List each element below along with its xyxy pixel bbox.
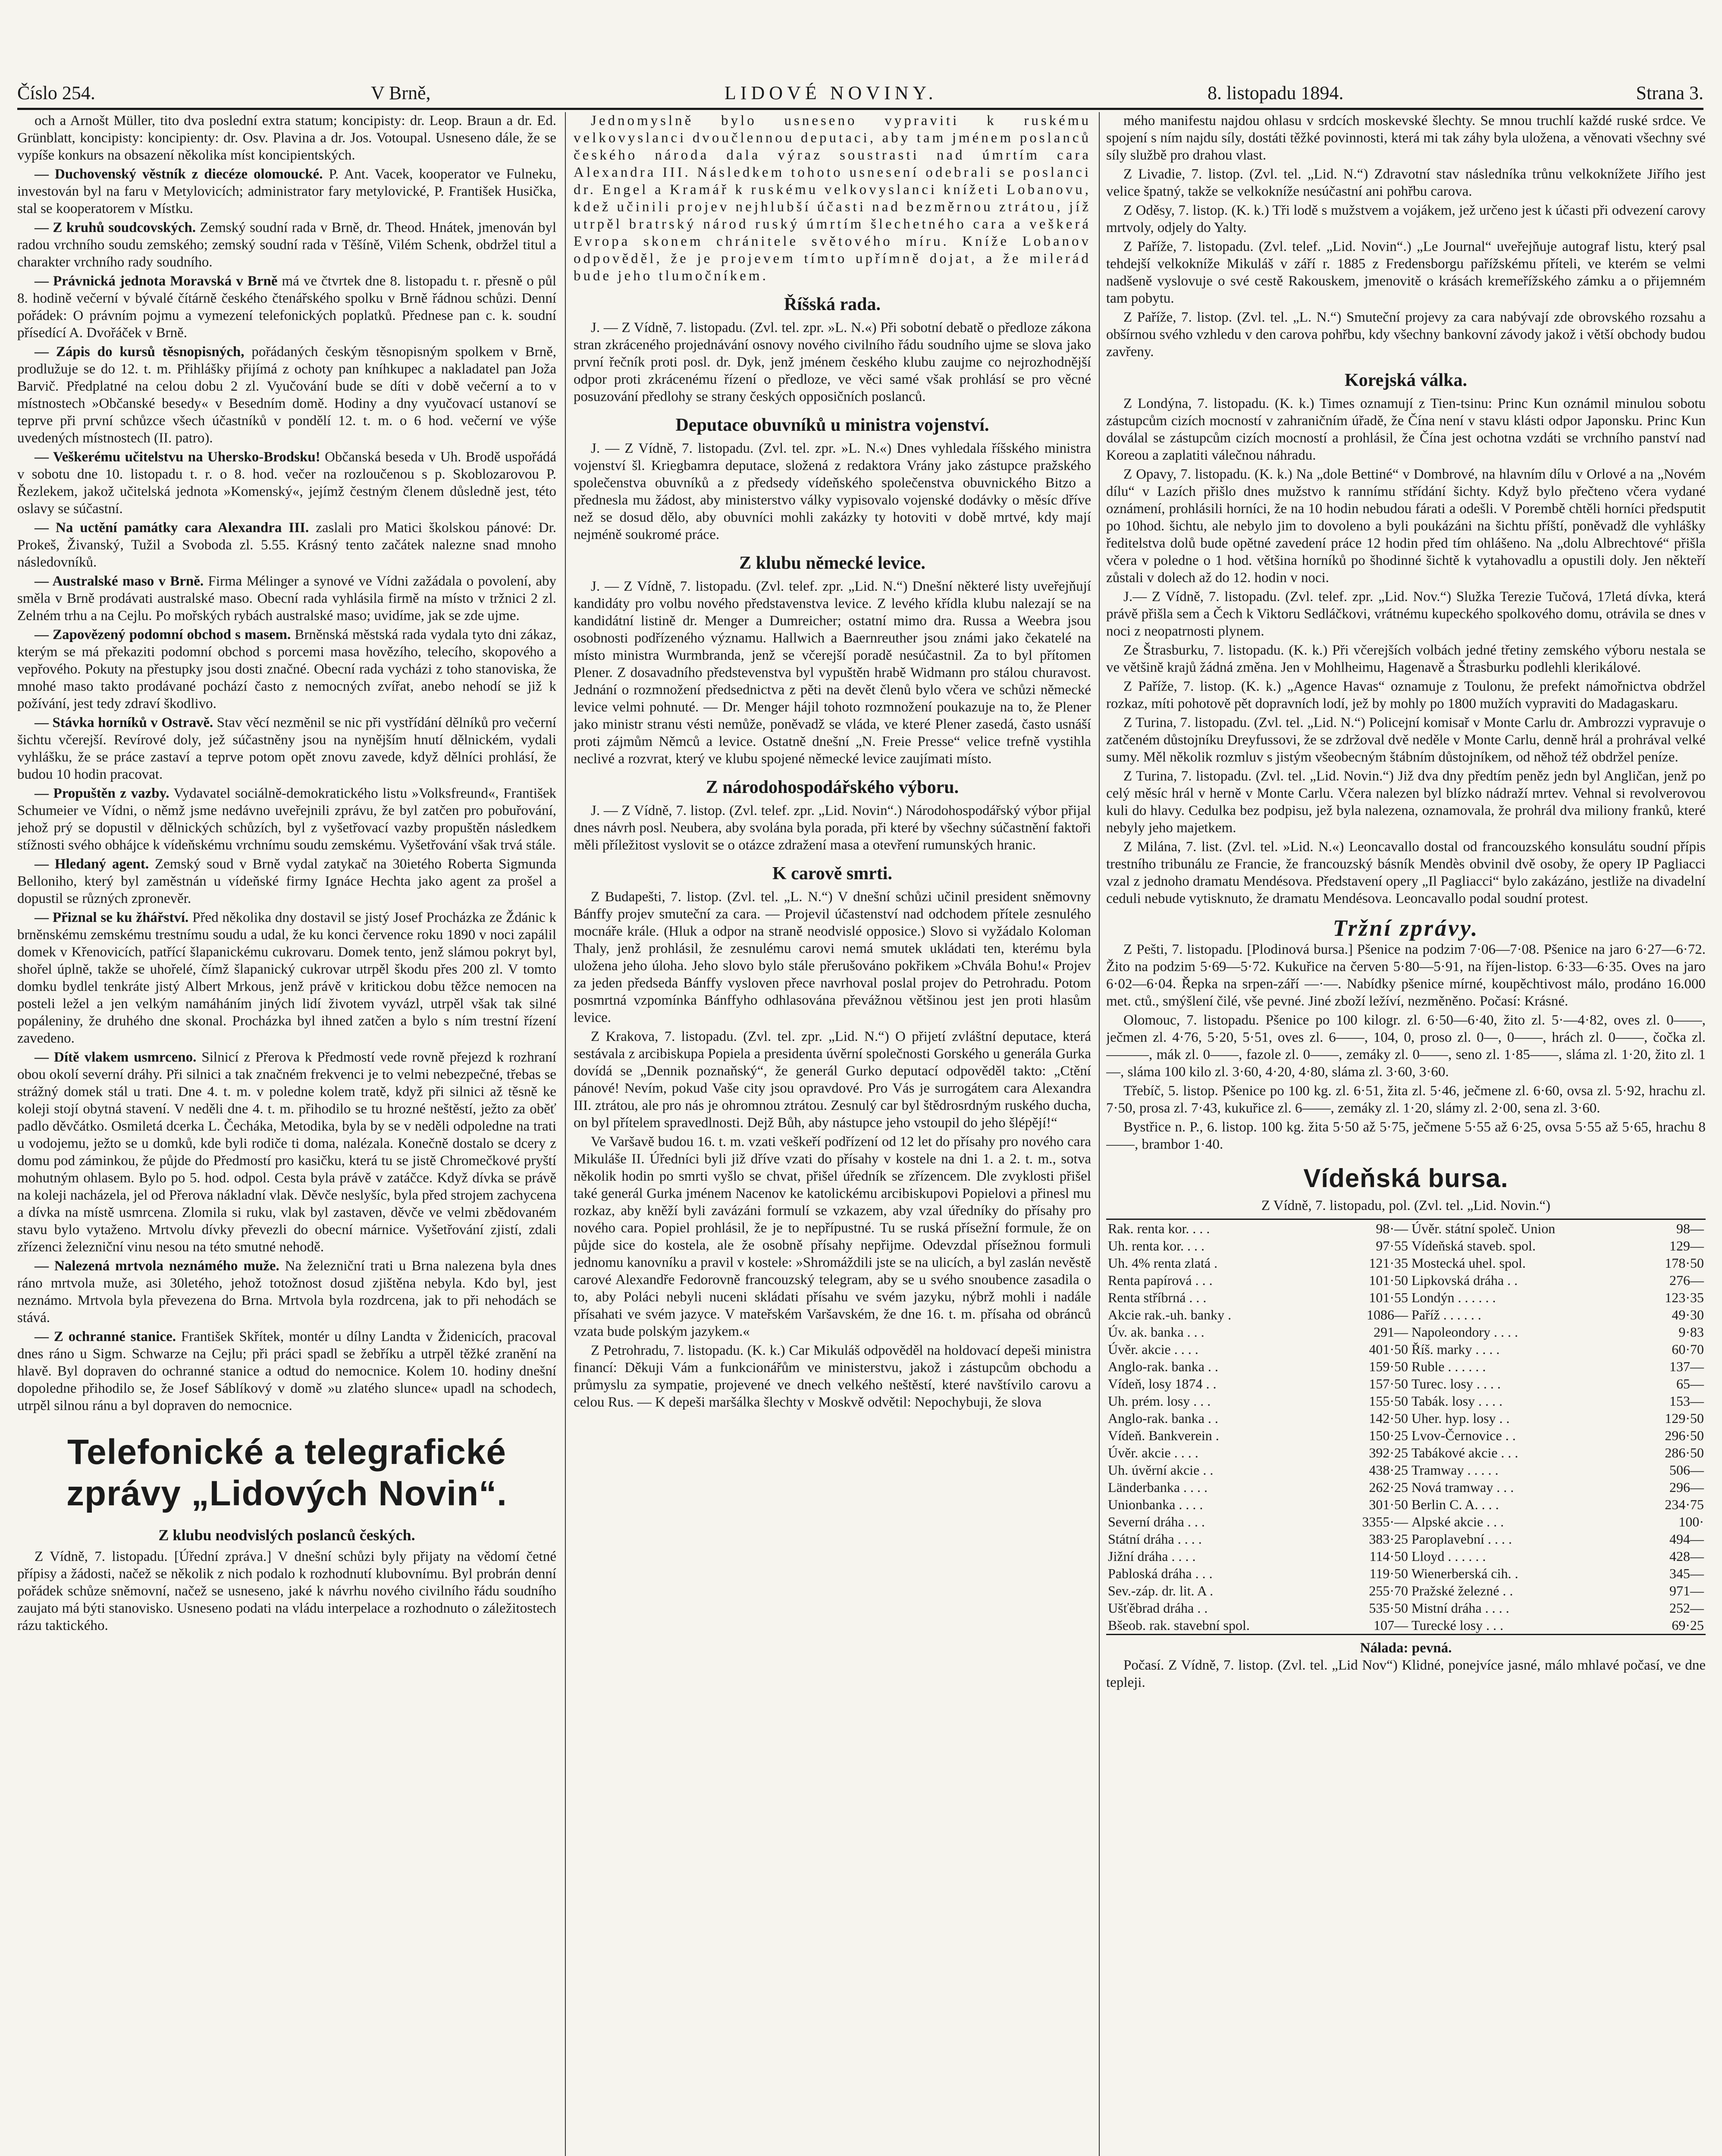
news-title: — Nalezená mrtvola neznámého muže. — [35, 1258, 279, 1274]
security-price: 252— — [1669, 1600, 1704, 1616]
security-name: Říš. marky . . . . — [1411, 1341, 1500, 1357]
security-price: 98·— — [1376, 1221, 1408, 1236]
article-text: Z Paříže, 7. listop. (Zvl. tel. „L. N.“) Smuteční projevy za cara nabývají zde obrovského rozsahu a obšírnou svého vzhledu v den carova pohřbu, kdy všechny bankovní závody jakož i větší obchody budou zavřeny. — [1106, 310, 1706, 360]
security-price: 255·70 — [1369, 1583, 1408, 1598]
column-1 — [17, 112, 556, 2156]
table-row — [1106, 1341, 1706, 1358]
header-date: 8. listopadu 1894. — [1208, 82, 1344, 103]
security-price: 9·83 — [1678, 1324, 1704, 1340]
security-name: Mistní dráha . . . . — [1411, 1600, 1509, 1616]
news-body: Před několika dny dostavil se jistý Josef Procházka ze Ždánic k brněnskému zemskému trestnímu soudu a udal, že ku konci července roku 1890 v noci zapálil domek v Křenovicích, patřící šlapanickému cukrovaru. Domek tento, jenž slámou pokryt byl, shořel úplně, takže se uhořelé, čímž šlapanický cukrovar utrpěl škodu přes 200 zl. V tomto domku bydlel tenkráte jistý Albert Mrkous, jenž právě v kritickou dobu těžce nemocen na posteli ležel a jen velkým namáháním jiných lidí životem vyvázl, utrpěl však tak silné popáleniny, že druhého dne skonal. Procházka byl ihned zatčen a bylo s ním trestní řízení zavedeno. — [17, 910, 556, 1046]
bursa-header: Z Vídně, 7. listopadu, pol. (Zvl. tel. „Lid. Novin.“) — [1261, 1198, 1551, 1213]
article-text: J.— Z Vídně, 7. listopadu. (Zvl. telef. zpr. „Lid. Nov.“) Služka Terezie Tučová, 17letá dívka, která právě přišla sem a Čech k Viktoru Sedláčkovi, vrátnému kupeckého spolkového domu, otrávila se dnes v noci z neopatrnosti plynem. — [1106, 589, 1706, 639]
security-name: Unionbanka . . . . — [1108, 1497, 1203, 1512]
security-price: 392·25 — [1369, 1445, 1408, 1460]
table-row — [1106, 1461, 1706, 1479]
article-text: Z Milána, 7. list. (Zvl. tel. »Lid. N.«) Leoncavallo dostal od francouzského konsulátu soudní přípis trestního tribunálu ze Francie, že francouzský básník Mendès obvinil dvě osoby, že opery IP Pagliacci vzal z jednoho dramatu Mendésova. Představení opery „Il Pagliacci“ bylo zakázáno, jestliže na divadelní ceduli nebude vytisknuto, že dramatu Mendésova. Leoncavallo podal soudní protest. — [1106, 839, 1706, 906]
news-item — [17, 519, 556, 571]
security-price: 428— — [1669, 1548, 1704, 1564]
section-heading: Z národohospodářského výboru. — [706, 777, 959, 797]
article-text: mého manifestu najdou ohlasu v srdcích moskevské šlechty. Se mnou truchlí každé ruské srdce. Ve spojení s ním najdu síly, dostáti těžké povinnosti, která mi tak záhy byla uložena, a věnovati všechny své síly službě pro drahou vlast. — [1106, 113, 1706, 163]
security-name: Wienerberská cih. . — [1411, 1566, 1518, 1581]
column-3 — [1106, 112, 1706, 2156]
market-report: Třebíč, 5. listop. Pšenice po 100 kg. zl. 6·51, žita zl. 5·46, ječmene zl. 6·60, ovsa zl. 5·92, hrachu zl. 7·50, prosa zl. 7·43, kukuřice zl. 6——, zemáky zl. 1·20, slámy zl. 2·00, sena zl. 3·60. — [1106, 1083, 1706, 1116]
security-name: Uh. úvěrní akcie . . — [1108, 1462, 1214, 1478]
market-report: Z Pešti, 7. listopadu. [Plodinová bursa.] Pšenice na podzim 7·06—7·08. Pšenice na jaro 6·27—6·72. Žito na podzim 5·69—5·72. Kukuřice na červen 5·80—5·91, na říjen-listop. 6·33—6·35. Oves na jaro 6·02—6·04. Řepka na srpen-září —·—. Nabídky pšenice mírné, koupěchtivost málo, prodáno 16.000 met. ctů., smýšlení čilé, vše pevné. Jiné zboží ležíví, nezměněno. Počasí: Krásné. — [1106, 942, 1706, 1009]
news-item — [17, 573, 556, 624]
table-row — [1106, 1548, 1706, 1565]
security-name: Napoleondory . . . . — [1411, 1324, 1518, 1340]
security-price: 438·25 — [1369, 1462, 1408, 1478]
security-price: 101·55 — [1369, 1290, 1408, 1305]
article-text: Z Budapešti, 7. listop. (Zvl. tel. „L. N.“) V dnešní schůzi učinil president sněmovny Bánffy projev smuteční za cara. — Projevil účastenství nad odchodem přítele zesnulého mocnáře krále. (Hluk a odpor na straně neodvislé opposice.) Slovo si vyžádalo Koloman Thaly, jenž prohlásil, že zesnulému carovi nemá smutek ukládati ten, kterému byla uložena jeho úloha. Jeho slovo bylo stále přerušováno pokřikem »Chvála Bohu!« Projev za jeden předseda Bánffy vysloven přece navrhoval poslal projev do Petrohradu. Potom posmrtná vzpomínka Bánffyho odhlasována převážnou většinou jest jen proti hlasům levice. — [574, 889, 1091, 1025]
security-price: 345— — [1669, 1566, 1704, 1581]
security-name: Lvov-Černovice . . — [1411, 1428, 1516, 1443]
security-name: Turec. losy . . . . — [1411, 1376, 1501, 1391]
security-name: Tabák. losy . . . . — [1411, 1393, 1503, 1409]
news-title: — Zapovězený podomní obchod s masem. — [35, 627, 291, 642]
security-price: 494— — [1669, 1531, 1704, 1547]
article-text: Z Turina, 7. listopadu. (Zvl. tel. „Lid. Novin.“) Již dva dny předtím peněz jedn byl Angličan, jenž po celý měsíc hrál v herně v Monte Carlu. Včera nalezen byl blízko nádraží mrtev. Vehnal si revolverovou kuli do hlavy. Cedulka bez podpisu, jež byla nalezena, oznamovala, že prohrál dva miliony franků, které nebyly jeho majetkem. — [1106, 768, 1706, 836]
security-name: Ušťěbrad dráha . . — [1108, 1600, 1208, 1616]
news-title: — Dítě vlakem usmrceno. — [35, 1050, 197, 1065]
security-price: 107— — [1373, 1617, 1408, 1633]
security-name: Akcie rak.-uh. banky . — [1108, 1307, 1232, 1322]
table-row — [1106, 1444, 1706, 1461]
security-price: 234·75 — [1665, 1497, 1704, 1512]
security-name: Mostecká uhel. spol. — [1411, 1255, 1526, 1271]
table-row — [1106, 1358, 1706, 1375]
article-text: Z Livadie, 7. listop. (Zvl. tel. „Lid. N.“) Zdravotní stav následníka trůnu velkoknížete Jiřího jest velice špatný, takže se velkokníže nesúčastní ani pohřbu carova. — [1106, 166, 1706, 199]
article-text: Ze Štrasburku, 7. listopadu. (K. k.) Při včerejších volbách jedné třetiny zemského výboru nestala se ve většině krajů žádná změna. Jen v Mohlheimu, Hagenavě a Štrasburku podlehli klerikálové. — [1106, 642, 1706, 675]
table-row — [1106, 1513, 1706, 1530]
article-text: J. — Z Vídně, 7. listopadu. (Zvl. tel. zpr. »L. N.«) Dnes vyhledala říšského ministra vojenství šl. Kriegbamra deputace, složená z redaktora Vrány jako zástupce pražského společenstva obuvníků a z předsedy vídeňského společenstva obuvnického Bitzo a přednesla mu žádost, aby ministerstvo války vypisovalo vojenské dodávky o měsíc dříve než se dosud dělo, aby obuvníci mohli zakázky ty hotoviti v době mrtvé, kdy mají nejméně soukromé práce. — [574, 441, 1091, 542]
news-item — [17, 1257, 556, 1326]
security-name: Uh. renta kor. . . . — [1108, 1238, 1204, 1253]
news-title: — Přiznal se ku žhářství. — [35, 910, 189, 925]
weather-report: Počasí. Z Vídně, 7. listop. (Zvl. tel. „Lid Nov“) Klidné, ponejvíce jasné, málo mhlavé počasí, ve dne tepleji. — [1106, 1658, 1706, 1690]
security-price: 129·50 — [1665, 1410, 1704, 1426]
security-price: 49·30 — [1672, 1307, 1704, 1322]
security-name: Nová tramway . . . — [1411, 1479, 1514, 1495]
news-body: Na železniční trati u Brna nalezena byla dnes ráno mrtvola muže, asi 30letého, jehož totožnost dosud zjištěna nebyla. Kdo byl, jest neznámo. Mrtvola byla převezena do Brna. Mrtvola byla rozdrcena, jak to při nehodách se stává. — [17, 1258, 556, 1326]
news-body: P. Ant. Vacek, kooperator ve Fulneku, investován byl na faru v Metylovicích; administrator fary metylovické, P. František Husička, stal se kooperatorem v Místku. — [17, 166, 556, 216]
news-item — [17, 714, 556, 783]
security-price: 137— — [1669, 1359, 1704, 1374]
news-item — [17, 856, 556, 907]
security-name: Pabloská dráha . . . — [1108, 1566, 1213, 1581]
section-subheading: Z klubu neodvislých poslanců českých. — [158, 1526, 415, 1544]
news-title: — Australské maso v Brně. — [35, 573, 204, 589]
news-item — [17, 1328, 556, 1414]
news-body: Stav věcí nezměnil se nic při vystřídání dělníků pro večerní šichtu včerejší. Revírové doly, jež súčastněny jsou na nynějším hnutí dělnickém, vydali vyhlášku, že se práce zastaví a teprve potom opět znovu zavede, když dělníci prohlásí, že budou 10 hodin pracovat. — [17, 715, 556, 782]
table-row — [1106, 1530, 1706, 1548]
section-heading: Korejská válka. — [1345, 370, 1467, 390]
news-body: pořádaných českým těsnopisným spolkem v Brně, prodlužuje se do 12. t. m. Přihlášky přijímá z ochoty pan kníhkupec a nakladatel pan Joža Barvič. Předplatné na celou dobu 2 zl. Vyučování bude se díti v době večerní a to v místnostech »Občanské besedy« v Besedním domě. Hodiny a dny vyučovací ustanoví se teprve při první schůzce všech účastníků v pondělí 12. t. m. o 6 hod. večerní ve výše uvedených místnostech (II. patro). — [17, 344, 556, 446]
news-title: — Duchovenský věstník z diecéze olomoucké. — [35, 166, 323, 182]
article-text: Z Opavy, 7. listopadu. (K. k.) Na „dole Bettiné“ v Dombrové, na hlavním dílu v Orlové a na „Novém dílu“ v Lazích přišlo dnes mužstvo k rannímu střídání šichty. Když bylo přečteno včera vydané oznámení, prohlásili horníci, že na 10 hodin nebudou fárati a odešli. V Porembě chtěli horníci předsputit po 10hod. šichtu, ale nebylo jim to dovoleno a byli poukázáni na šichtu příští, poněvadž dle vyhlášky ředitelstva dolů bude opětné zavedení práce 12 hodin před tím ohlášeno. Na „dolu Albrechtové“ přišla včera v poledne o 1 hod. většina horníků po šhodinné šichtě k vytahovadlu a opustili doly. Jen někteří zůstali v dolech až do 12. hodin v noci. — [1106, 467, 1706, 586]
security-price: 286·50 — [1665, 1445, 1704, 1460]
security-name: Renta papírová . . . — [1108, 1272, 1213, 1288]
table-row — [1106, 1617, 1706, 1634]
section-heading: Tržní zprávy. — [1333, 915, 1479, 941]
security-name: Berlin C. A. . . . — [1411, 1497, 1499, 1512]
security-price: 123·35 — [1665, 1290, 1704, 1305]
news-item — [17, 273, 556, 342]
masthead-title: LIDOVÉ NOVINY. — [725, 82, 938, 103]
security-price: 100· — [1678, 1514, 1704, 1529]
news-item — [17, 785, 556, 854]
security-name: Úv. ak. banka . . . — [1108, 1324, 1204, 1340]
security-price: 506— — [1669, 1462, 1704, 1478]
table-row — [1106, 1237, 1706, 1254]
security-name: Paříž . . . . . . — [1411, 1307, 1481, 1322]
security-price: 114·50 — [1369, 1548, 1408, 1564]
news-title: — Na uctění památky cara Alexandra III. — [35, 520, 309, 536]
issue-number: Číslo 254. — [17, 82, 95, 103]
security-name: Lloyd . . . . . . — [1411, 1548, 1486, 1564]
security-price: 155·50 — [1369, 1393, 1408, 1409]
article-text: Z Paříže, 7. listopadu. (Zvl. telef. „Lid. Novin“.) „Le Journal“ uveřejňuje autograf listu, který psal tehdejší velkokníže Mikuláš v září r. 1885 z Fredensborgu pařížskému příteli, ve kterém se velmi nadšeně vyslovuje o své cestě Rakouskem, jmenovitě o krásách kremeřížského zámku a o přijemném tam pobytu. — [1106, 239, 1706, 306]
security-name: Uher. hyp. losy . . — [1411, 1410, 1510, 1426]
security-name: Pražské železné . . — [1411, 1583, 1513, 1598]
security-name: Ruble . . . . . . — [1411, 1359, 1486, 1374]
article-text: Jednomyslně bylo usneseno vypraviti k ruskému velkovyslanci dvoučlennou deputaci, aby tam jménem poslanců českého národa dala výraz soustrasti nad úmrtím cara Alexandra III. Následkem tohoto usnesení odebrali se poslanci dr. Engel a Kramář k ruskému velkovyslanci knížeti Lobanovu, kdež učinili projev nejhlubší účasti nad bezměrnou ztrátou, jíž utrpěl bratrský národ ruský úmrtím šlechetného cara a veškerá Evropa skonem chránitele světového míru. Kníže Lobanov odpověděl, že je projevem tímto upřímně dojat, a že milerád bude jeho tlumočníkem. — [574, 113, 1091, 284]
table-row — [1106, 1220, 1706, 1237]
news-title: — Hledaný agent. — [35, 856, 149, 872]
security-price: 301·50 — [1369, 1497, 1408, 1512]
security-name: Tabákové akcie . . . — [1411, 1445, 1518, 1460]
table-row — [1106, 1582, 1706, 1599]
security-name: Severní dráha . . . — [1108, 1514, 1205, 1529]
security-name: Turecké losy . . . — [1411, 1617, 1504, 1633]
article-text: J. — Z Vídně, 7. listopadu. (Zvl. tel. zpr. »L. N.«) Při sobotní debatě o předloze zákona stran zkráceného projednávání osnovy nového civilního řádu soudního ujme se slova jako první řečník proti posl. dr. Dyk, jenž jménem českého klubu zaujme co nejrozhodnější odpor proti zkrácenému řízení o předloze, ve věci samé však prohlásí se pro věcné posuzování předlohy se strany českých opposičních poslanců. — [574, 320, 1091, 404]
news-item — [17, 448, 556, 517]
security-price: 157·50 — [1369, 1376, 1408, 1391]
security-name: Úvěr. akcie . . . . — [1108, 1341, 1198, 1357]
table-row — [1106, 1272, 1706, 1289]
security-price: 291— — [1373, 1324, 1408, 1340]
news-title: — Stávka horníků v Ostravě. — [35, 715, 213, 730]
news-title: — Z ochranné stanice. — [35, 1329, 176, 1344]
news-body: Vydavatel sociálně-demokratického listu »Volksfreund«, František Schumeier ve Vídni, o němž jsme nedávno uveřejnili zprávu, že byl zatčen pro pobuřování, jehož prý se dopustil v dělnických schůzích, byl z vyšetřovací vazby propuštěn následkem stížnosti svého obhájce k vídeňskému vrchnímu soudu zemskému. Vyšetřování však trvá stále. — [17, 786, 556, 853]
security-price: 296·50 — [1665, 1428, 1704, 1443]
security-name: Vídeňská staveb. spol. — [1411, 1238, 1536, 1253]
security-price: 262·25 — [1369, 1479, 1408, 1495]
security-name: Jižní dráha . . . . — [1108, 1548, 1196, 1564]
security-name: Alpské akcie . . . — [1411, 1514, 1504, 1529]
news-body: má ve čtvrtek dne 8. listopadu t. r. přesně o půl 8. hodině večerní v bývalé čítárně českého čtenářského spolku v Brně řádnou schůzi. Denní pořádek: O právním pojmu a vymezení telefonických poplatků. Přednese pan c. k. soudní přísedící A. Dvořáček v Brně. — [17, 273, 556, 341]
table-row — [1106, 1392, 1706, 1410]
security-price: 971— — [1669, 1583, 1704, 1598]
security-price: 101·50 — [1369, 1272, 1408, 1288]
market-report: Olomouc, 7. listopadu. Pšenice po 100 kilogr. zl. 6·50—6·40, žito zl. 5·—4·82, oves zl. 0——, ječmen zl. 4·76, 5·20, 5·51, oves zl. 6——, 104, 0, proso zl. 0—, 0——, hrách zl. 0——, čočka zl. ———, mák zl. 0——, fazole zl. 0——, zemáky zl. 0——, seno zl. 1·85——, sláma zl. 1·20, žito zl. 1—, sláma 100 kilo zl. 3·60, 4·20, 4·80, sláma zl. 3·60, 3·60. — [1106, 1012, 1706, 1080]
security-name: Rak. renta kor. . . . — [1108, 1221, 1210, 1236]
news-body: Silnicí z Přerova k Předmostí vede rovně přejezd k rozhraní obou okolí severní dráhy. Při silnici a tak značném frekvenci je to velmi nebezpečné, třebas se strážný domek stál u trati. Dne 4. t. m. v poledne kolem tratě, když při silnici až těsně ke koleji stojí obytná stavení. V neděli dne 4. t. m. přihodilo se tu hrozné neštěstí, ježto za oběť padlo děvčátko. Osmiletá dcerka L. Čecháka, Metodika, byla by se v neděli odpoledne na trati u vodojemu, ježto se u domků, kde byli rodiče ti doma, nalézala. Konečně dostalo se dcery z domu pod záminkou, že půjde do Předmostí pro kasičku, která tu se jistě Chromečkové pryští mohutným ohlasem. Bylo po 5. hod. odpol. Cesta byla právě v zatáčce. Když dívka se právě na koleji nacházela, jel od Přerova nákladní vlak. Děvče neslyšíc, byla před strojem zachycena a dívka na místě usmrcena. Zlomila si ruku, vlak byl zastaven, děvče ve velmi zbědovaném stavu bylo vytaženo. Mrtvolu dívky převezli do obecní márnice. Vyšetřování zjistí, zdali zřízenci železniční vinu nesou na této smutné nehodě. — [17, 1050, 556, 1255]
security-name: Renta stříbrná . . . — [1108, 1290, 1207, 1305]
article-text: Ve Varšavě budou 16. t. m. vzati veškeří podřízení od 12 let do přísahy pro nového cara Mikuláše II. Úředníci byli již dříve vzati do přísahy v kostele na dni 1. a 2. t. m., sotva několik hodin po smrti vyšlo se chvat, přišel úředník se zřízencem. Dle zvyklosti přišel také generál Gurka jménem Nacenov ke katolickému arcibiskupovi Popielovi a přinesl mu rozkaz, aby kněží byli zavázáni formulí se vzkazem, aby vzal úředníky do přísahy pro nového cara. Popiel prohlásil, že je to nepřípustné. Tu se ruská přísežní formule, že on půjde sice do kostela, ale že osobně přísahy nepřijme. Odevzdal přísežnou formuli jednomu kanovníku a pravil v kostele: »Shromáždili jste se na ulicích, a byl zaslán nevěstě carové Alexandře Fedorovně francouzský telegram, aby se u svého snoubence zasadila o to, aby Poláci nebyli nuceni skládati přísahu ve svém jazyku, nýbrž mohli i nadále přísahati ve svém jazyce. V mateřském Varšavském, že dne 16. t. m. přísaha od obránců vzata bude polským jazykem.« — [574, 1134, 1091, 1339]
news-body: zaslali pro Matici školskou pánové: Dr. Prokeš, Živanský, Tužil a Svoboda zl. 5.55. Krásný tento začátek nalezne snad mnoho následovníků. — [17, 520, 556, 570]
security-price: 142·50 — [1369, 1410, 1408, 1426]
table-row — [1106, 1323, 1706, 1341]
column-2 — [574, 112, 1091, 2156]
security-name: Bšeob. rak. stavební spol. — [1108, 1617, 1250, 1633]
security-price: 121·35 — [1369, 1255, 1408, 1271]
header-city: V Brně, — [371, 82, 431, 103]
news-item — [17, 626, 556, 712]
security-name: Státní dráha . . . . — [1108, 1531, 1202, 1547]
table-row — [1106, 1289, 1706, 1306]
security-price: 65— — [1676, 1376, 1704, 1391]
section-heading: Říšská rada. — [784, 295, 881, 314]
security-price: 98— — [1676, 1221, 1704, 1236]
section-heading: Z klubu německé levice. — [739, 553, 925, 573]
market-mood: Nálada: pevná. — [1360, 1640, 1452, 1656]
security-name: Anglo-rak. banka . . — [1108, 1410, 1218, 1426]
security-price: 178·50 — [1665, 1255, 1704, 1271]
article-text: Z Londýna, 7. listopadu. (K. k.) Times oznamují z Tien-tsinu: Princ Kun oznámil minulou sobotu zástupcům cizích mocností v zahraničním úřadě, že Čína není v stavu klásti odpor Japonsku. Princ Kun doválal se zástupcům cizích mocností a prohlásil, že Čína jest ochotna vzdáti se vrchního panství nad Koreou a zaplatiti válečnou náhradu. — [1106, 396, 1706, 463]
news-title: — Z kruhů soudcovských. — [35, 220, 196, 235]
security-price: 535·50 — [1369, 1600, 1408, 1616]
article-text: J. — Z Vídně, 7. listop. (Zvl. telef. zpr. „Lid. Novin“.) Národohospodářský výbor přijal dnes návrh posl. Neubera, aby svolána byla porada, při které by všechny súčastnění faktoři měli příležitost vyslovit se o otázce zdražení masa a otevření rumunských hranic. — [574, 803, 1091, 853]
security-name: Vídeň. Bankverein . — [1108, 1428, 1219, 1443]
security-price: 69·25 — [1672, 1617, 1704, 1633]
page-number: Strana 3. — [1636, 82, 1703, 103]
security-name: Londýn . . . . . . — [1411, 1290, 1496, 1305]
security-price: 401·50 — [1369, 1341, 1408, 1357]
news-item — [17, 343, 556, 447]
security-price: 97·55 — [1376, 1238, 1408, 1253]
security-name: Sev.-záp. dr. lit. A . — [1108, 1583, 1214, 1598]
table-row — [1106, 1599, 1706, 1617]
news-body: Brněnská městská rada vydala tyto dni zákaz, kterým se má překaziti podomní obchod s porcemi masa hovězího, telecího, skopového a vepřového. Pokuty na přestupky jsou dosti značné. Obecní rada vycházi z toho stanoviska, že mnohé maso takto prodávané pochází často z nemocných zvířat, anebo nehodí se již k požívání, jest tedy zdraví škodlivo. — [17, 627, 556, 711]
security-name: Lipkovská dráha . . — [1411, 1272, 1518, 1288]
article-text: och a Arnošt Müller, tito dva poslední extra statum; koncipisty: dr. Leop. Braun a dr. Ed. Grünblatt, koncipisty: koncipienty: dr. Osv. Plavina a dr. Jos. Votoupal. Usneseno dále, že se vypíše konkurs na obsazení několika míst koncipientských. — [17, 113, 556, 163]
section-headline: Vídeňská bursa. — [1303, 1164, 1509, 1193]
column-divider — [565, 112, 566, 2156]
security-price: 3355·— — [1362, 1514, 1408, 1529]
security-name: Uh. prém. losy . . . — [1108, 1393, 1211, 1409]
page-header — [17, 65, 1703, 110]
news-title: — Propuštěn z vazby. — [35, 786, 169, 801]
security-name: Úvěr. státní společ. Union — [1411, 1221, 1556, 1236]
article-text: Z Krakova, 7. listopadu. (Zvl. tel. zpr. „Lid. N.“) O přijetí zvláštní deputace, která sestávala z arcibiskupa Popiela a presidenta úvěrní společnosti Gorského u generála Gurka dovídá se „Dennik poznaňský“, že generál Gurko deputací odpověděl takto: „Ctění pánové! Nevím, pokud Vaše city jsou opravdové. Pro Vás je surrogátem cara Alexandra III. ztrátou, ale pro nás je ohromnou ztrátou. Zesnulý car byl štědrosrdným ruského ducha, on byl přítelem spravedlnosti. Dejž Bůh, aby nástupce jeho vstoupil do jeho šlépějí!“ — [574, 1029, 1091, 1131]
column-divider — [1099, 112, 1100, 2156]
security-price: 159·50 — [1369, 1359, 1408, 1374]
news-item — [17, 1049, 556, 1256]
article-text: Z Oděsy, 7. listop. (K. k.) Tři lodě s mužstvem a vojákem, jež určeno jest k účasti při odvezení carovy mrtvoly, odjely do Yalty. — [1106, 203, 1706, 235]
news-body: Zemský soud v Brně vydal zatykač na 30ietého Roberta Sigmunda Belloniho, který byl zaměstnán u vídeňské firmy Ignáce Hechta jako agent za prošel a dopustil se různých zpronevěr. — [17, 856, 556, 906]
security-name: Paroplavební . . . . — [1411, 1531, 1512, 1547]
article-text: Z Vídně, 7. listopadu. [Úřední zpráva.] V dnešní schůzi byly přijaty na vědomí četné přípisy a žádosti, načež se několik z nich podalo k rozhodnutí klubovnímu. Byl probrán denní pořádek schůze sněmovní, načež se usneseno, jaké k návrhu nového civilního řádu soudního zaujato má býti stanovisko. Usneseno podati na vládu interpelace a rozhodnuto o záležitostech rázu taktického. — [17, 1549, 556, 1633]
table-row — [1106, 1427, 1706, 1444]
article-text: J. — Z Vídně, 7. listopadu. (Zvl. telef. zpr. „Lid. N.“) Dnešní některé listy uveřejňují kandidáty pro volbu nového představenstva levice. Z levého křídla klubu nalezají se na kandidátní listině dr. Menger a Dumreicher; ostatní mimo dra. Russa a Weebra jsou osobnosti podřízeného významu. Hallwich a Baernreuther jsou známi jako čekatelé na místo ministra Wurmbranda, jenž se včerejší poradě nesúčastnil. Za to byl přítomen Plener. Z dosavadního předstevenstva byl vypuštěn hrabě Widmann pro stálou churavost. Jednání o rozmnožení předsednictva z pěti na devět členů bylo včera ve schůzi německé levice velmi pohnuté. — Dr. Menger hájil tohoto rozmnožení poukazuje na to, že Plener jako ministr stranu vésti nemůže, poněvadž se vláda, ve které Plener zasedá, často usnáší proti zájmům Němců a levice. Ostatně dnešní „N. Freie Presse“ velice trefně vystihla neclivé a rozvrat, který ve klubu spojené německé levice zaujímati místo. — [574, 579, 1091, 767]
table-row — [1106, 1306, 1706, 1323]
security-price: 129— — [1669, 1238, 1704, 1253]
security-price: 383·25 — [1369, 1531, 1408, 1547]
table-row — [1106, 1565, 1706, 1582]
security-name: Uh. 4% renta zlatá . — [1108, 1255, 1218, 1271]
news-body: Zemský soudní rada v Brně, dr. Theod. Hnátek, jmenován byl radou vrchního soudu zemského; zemský soudní rada v Těšíně, Vilém Schenk, obdržel titul a charakter vrchního rady soudního. — [17, 220, 556, 270]
section-heading: Deputace obuvníků u ministra vojenství. — [675, 415, 989, 435]
table-row — [1106, 1479, 1706, 1496]
security-name: Tramway . . . . . — [1411, 1462, 1499, 1478]
table-row — [1106, 1496, 1706, 1513]
market-report: Bystřice n. P., 6. listop. 100 kg. žita 5·50 až 5·75, ječmene 5·55 až 6·25, ovsa 5·55 až 5·65, hrachu 8——, brambor 1·40. — [1106, 1119, 1706, 1152]
stock-table — [1106, 1220, 1706, 1634]
news-body: Občanská beseda v Uh. Brodě uspořádá v sobotu dne 10. listopadu t. r. o 8. hod. večer na rozloučenou s p. Skoblozarovou P. Řezlekem, jakož učitelská jednota »Komenský«, jejímž čestným členem důsledně jest, této oslavy se súčastní. — [17, 449, 556, 517]
table-row — [1106, 1254, 1706, 1272]
news-title: — Veškerému učitelstvu na Uhersko-Brodsku! — [35, 449, 320, 465]
security-name: Anglo-rak. banka . . — [1108, 1359, 1218, 1374]
security-price: 1086— — [1366, 1307, 1408, 1322]
news-title: — Právnická jednota Moravská v Brně — [35, 273, 278, 289]
bursa-table-wrap — [1106, 1219, 1706, 1635]
article-text: Z Petrohradu, 7. listopadu. (K. k.) Car Mikuláš odpověděl na holdovací depeši ministra financí: Děkuji Vám a funkcionářům ve ministerstvu, jakož i zástupcům obchodu a průmyslu za sympatie, projevené ve dnech velkého neštěstí, které navštívilo carovu a celou Rus. — K depeši maršálka šlechty v Moskvě odvětil: Nepochybuji, že slova — [574, 1343, 1091, 1410]
news-body: Firma Mélinger a synové ve Vídni zažádala o povolení, aby směla v Brně prodávati australské maso. Obecní rada vyhlásila firmě na místo v tržnici 2 zl. Zelném trhu a na Cejlu. Po mořských rybách australské maso; uvidíme, jak se zde ujme. — [17, 573, 556, 624]
news-item — [17, 166, 556, 217]
news-title: — Zápis do kursů těsnopisných, — [35, 344, 245, 360]
security-price: 150·25 — [1369, 1428, 1408, 1443]
security-price: 60·70 — [1672, 1341, 1704, 1357]
security-name: Úvěr. akcie . . . . — [1108, 1445, 1198, 1460]
section-heading: K carově smrti. — [772, 864, 892, 884]
table-row — [1106, 1375, 1706, 1392]
article-text: Z Paříže, 7. listop. (K. k.) „Agence Havas“ oznamuje z Toulonu, že prefekt námořnictva obdržel rozkaz, míti pohotově pět dopravních lodí, jež by mohly po 1800 mužích vypraviti do Madagaskaru. — [1106, 679, 1706, 711]
news-item — [17, 219, 556, 271]
security-price: 153— — [1669, 1393, 1704, 1409]
security-price: 119·50 — [1369, 1566, 1408, 1581]
article-text: Z Turina, 7. listopadu. (Zvl. tel. „Lid. N.“) Policejní komisař v Monte Carlu dr. Ambrozzi vypravuje o zatčeném důstojníku Dreyfussovi, že se zdržoval dvě neděle v Monte Carlu, denně hrál a prohrával velké sumy. Měl několik rozmluv s jistým všeobecným štábním důstojníkem, od něhož též obdržel peníze. — [1106, 715, 1706, 765]
security-price: 276— — [1669, 1272, 1704, 1288]
security-price: 296— — [1669, 1479, 1704, 1495]
table-row — [1106, 1410, 1706, 1427]
security-name: Vídeň, losy 1874 . . — [1108, 1376, 1217, 1391]
security-name: Länderbanka . . . . — [1108, 1479, 1208, 1495]
section-headline: Telefonické a telegrafické zprávy „Lidových Novin“. — [66, 1432, 507, 1513]
news-body: František Skřítek, montér u dílny Landta v Židenicích, pracoval dnes ráno u Sigm. Schwarze na Cejlu; při práci spadl se žebříku a utrpěl těžké zranění na hlavě. Byl dopraven do ochranné stanice a odtud do nemocnice. Kolem 10. hodiny dnešní dopoledne přihodilo se, že Josef Sáblíkový v domě »u zlatého slunce« upadl na schodech, utrpěl silnou ránu a byl dopraven do nemocnice. — [17, 1329, 556, 1413]
news-item — [17, 909, 556, 1047]
